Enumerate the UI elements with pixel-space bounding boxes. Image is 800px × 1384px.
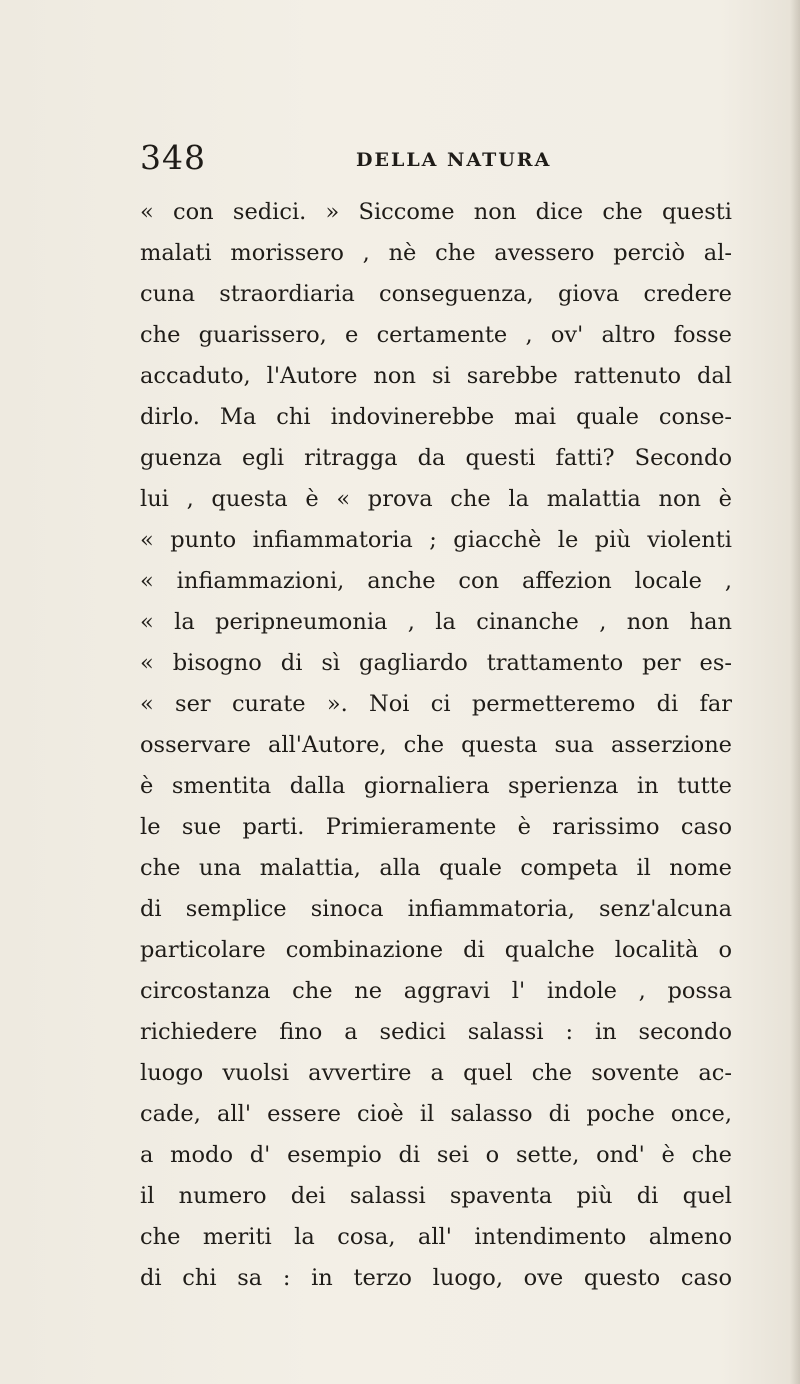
text-line: luogo vuolsi avvertire a quel che sovente ac- [140, 1060, 732, 1086]
text-line: « punto infiammatoria ; giacchè le più violenti [140, 527, 732, 553]
text-line: accaduto, l'Autore non si sarebbe rattenuto dal [140, 363, 732, 389]
text-line: « la peripneumonia , la cinanche , non han [140, 609, 732, 635]
text-line: a modo d' esempio di sei o sette, ond' è che [140, 1142, 732, 1168]
text-line: osservare all'Autore, che questa sua asserzione [140, 732, 732, 758]
page-edge-shadow [790, 0, 800, 1384]
text-line: cade, all' essere cioè il salasso di poche once, [140, 1101, 732, 1127]
text-line: richiedere fino a sedici salassi : in secondo [140, 1019, 732, 1045]
text-line: di semplice sinoca infiammatoria, senz'alcuna [140, 896, 732, 922]
text-line: è smentita dalla giornaliera sperienza in tutte [140, 773, 732, 799]
text-line: « con sedici. » Siccome non dice che questi [140, 199, 732, 225]
text-line: cuna straordiaria conseguenza, giova credere [140, 281, 732, 307]
text-line: le sue parti. Primieramente è rarissimo caso [140, 814, 732, 840]
text-line: lui , questa è « prova che la malattia non è [140, 486, 732, 512]
text-line: che una malattia, alla quale competa il nome [140, 855, 732, 881]
running-title: DELLA NATURA [356, 149, 552, 171]
text-line: malati morissero , nè che avessero perciò al- [140, 240, 732, 266]
text-line: dirlo. Ma chi indovinerebbe mai quale conse- [140, 404, 732, 430]
text-line: « ser curate ». Noi ci permetteremo di far [140, 691, 732, 717]
text-line: « infiammazioni, anche con affezion locale , [140, 568, 732, 594]
text-line: particolare combinazione di qualche località o [140, 937, 732, 963]
text-line: che meriti la cosa, all' intendimento almeno [140, 1224, 732, 1250]
text-line: « bisogno di sì gagliardo trattamento per es- [140, 650, 732, 676]
text-line: circostanza che ne aggravi l' indole , possa [140, 978, 732, 1004]
text-line: il numero dei salassi spaventa più di quel [140, 1183, 732, 1209]
text-line: di chi sa : in terzo luogo, ove questo caso [140, 1265, 732, 1291]
text-line: che guarissero, e certamente , ov' altro fosse [140, 322, 732, 348]
page-number: 348 [140, 138, 206, 177]
text-line: guenza egli ritragga da questi fatti? Secondo [140, 445, 732, 471]
body-text [140, 192, 732, 1299]
running-head [140, 138, 730, 178]
